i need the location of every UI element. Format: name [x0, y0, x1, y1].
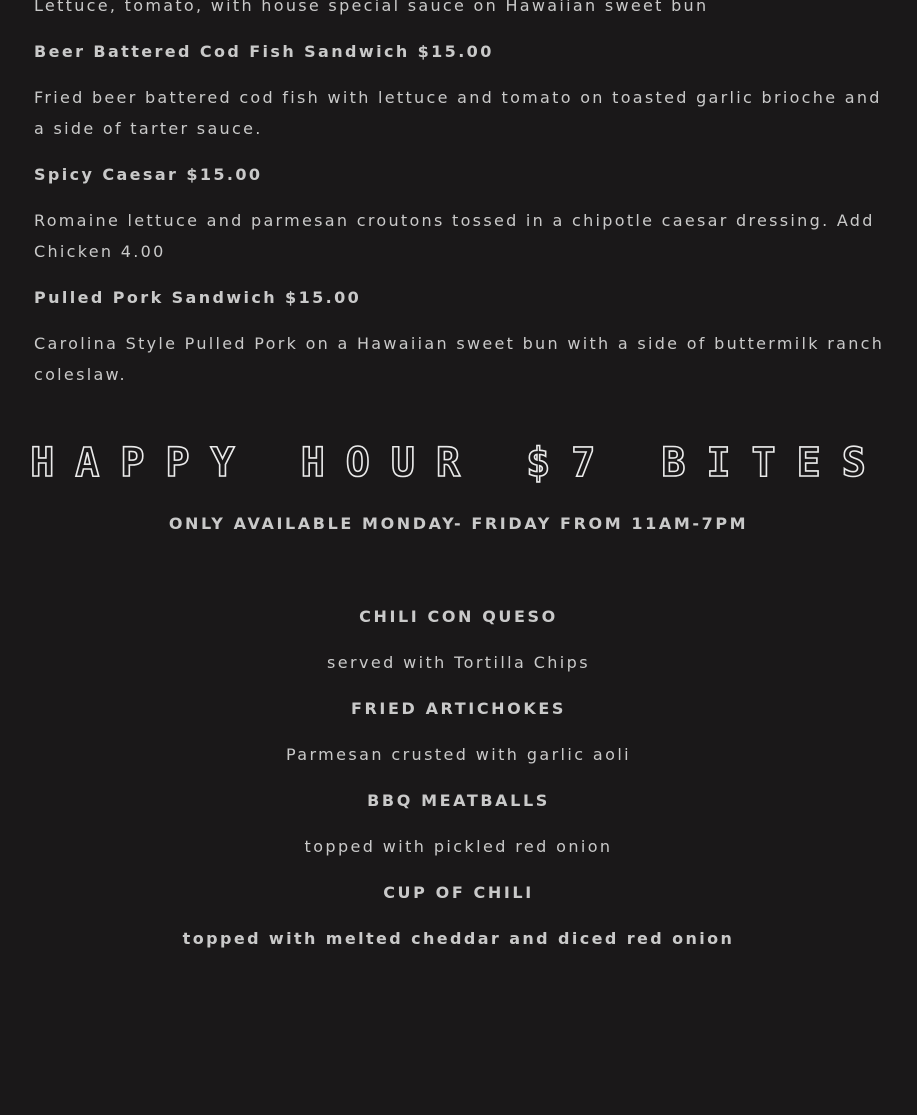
happy-hour-item-desc-fried-artichokes: Parmesan crusted with garlic aoli	[285, 745, 632, 764]
happy-hour-item-desc-bbq-meatballs: topped with pickled red onion	[304, 837, 613, 856]
happy-hour-item-desc-chili-con-queso: served with Tortilla Chips	[327, 653, 590, 672]
menu-item-title-spicy-caesar: Spicy Caesar $15.00	[34, 165, 263, 184]
menu-item-desc-spicy-caesar: Romaine lettuce and parmesan croutons tossed in a chipotle caesar dressing. Add Chicken 4.00	[34, 211, 875, 261]
menu-item-desc-cod-sandwich: Fried beer battered cod fish with lettuce and tomato on toasted garlic brioche and a side of tarter sauce.	[34, 88, 882, 138]
partial-item-description: Lettuce, tomato, with house special sauce on Hawaiian sweet bun	[34, 0, 709, 15]
menu-item-title-pulled-pork: Pulled Pork Sandwich $15.00	[34, 288, 362, 307]
menu-item-desc-pulled-pork: Carolina Style Pulled Pork on a Hawaiian sweet bun with a side of buttermilk ranch coleslaw.	[34, 334, 885, 384]
happy-hour-item-title-bbq-meatballs: BBQ MEATBALLS	[367, 791, 550, 810]
happy-hour-availability: ONLY AVAILABLE MONDAY- FRIDAY FROM 11AM-7PM	[168, 514, 749, 533]
happy-hour-item-title-fried-artichokes: FRIED ARTICHOKES	[350, 699, 567, 718]
happy-hour-item-desc-cup-of-chili: topped with melted cheddar and diced red onion	[182, 929, 735, 948]
happy-hour-heading: HAPPY HOUR $7 BITES	[30, 440, 887, 486]
happy-hour-item-title-cup-of-chili: CUP OF CHILI	[383, 883, 534, 902]
happy-hour-item-title-chili-con-queso: CHILI CON QUESO	[359, 607, 558, 626]
menu-item-title-cod-sandwich: Beer Battered Cod Fish Sandwich $15.00	[34, 42, 494, 61]
